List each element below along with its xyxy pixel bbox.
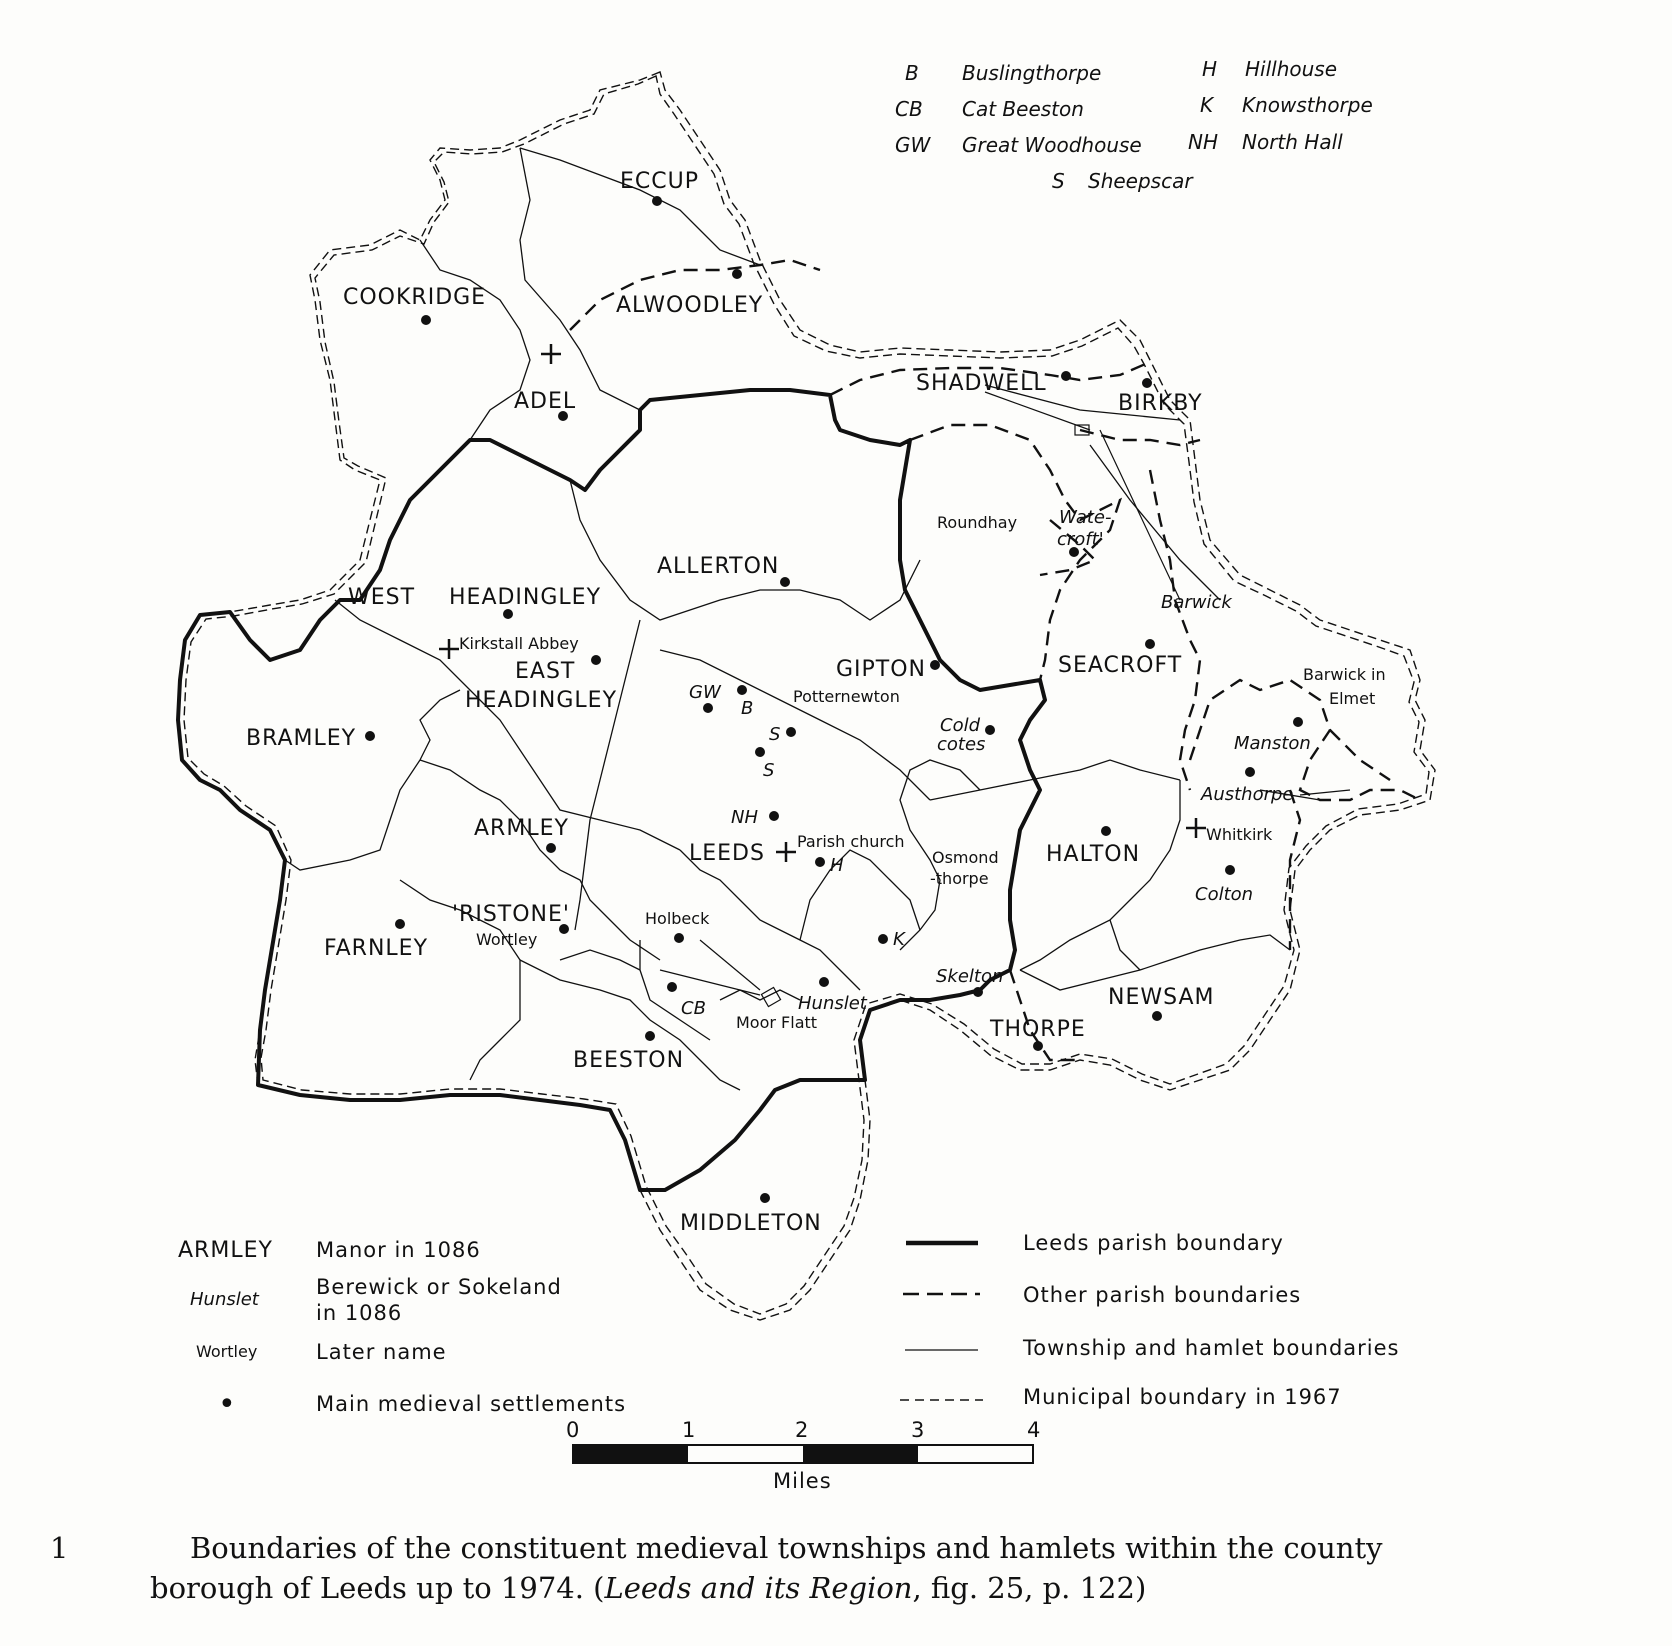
leader-lines [660, 392, 1350, 1007]
place-label-roundhay: Roundhay [937, 513, 1018, 532]
legend-sample-hunslet: Hunslet [190, 1289, 259, 1310]
key-name: Cat Beeston [962, 97, 1084, 121]
abbr-mark-s1: S [769, 724, 781, 745]
place-label-potternewton: Potternewton [793, 687, 900, 706]
church-cross-icon [439, 639, 459, 659]
place-label-thorpe: THORPE [990, 1017, 1086, 1042]
place-label-seacroft: SEACROFT [1058, 653, 1183, 678]
church-cross-icon [541, 344, 561, 364]
place-label-coldcotes-1: Cold [940, 715, 981, 736]
church-cross-icon [1186, 818, 1206, 838]
key-abbr: K [1200, 93, 1214, 117]
place-label-west: WEST [348, 585, 416, 610]
legend-sample-dot: • [218, 1387, 236, 1422]
place-label-manston: Manston [1234, 733, 1311, 754]
legend-text-berewick-2: in 1086 [316, 1301, 403, 1325]
key-abbr: H [1202, 57, 1218, 81]
key-name: Sheepscar [1088, 169, 1193, 193]
key-name: Knowsthorpe [1242, 93, 1373, 117]
place-label-kirkstall-abbey: Kirkstall Abbey [459, 634, 579, 653]
abbr-mark-gw: GW [689, 682, 721, 703]
place-label-headingley-west: HEADINGLEY [449, 585, 602, 610]
place-label-colton: Colton [1195, 884, 1254, 905]
place-label-beeston: BEESTON [573, 1048, 685, 1073]
legend-left [178, 1238, 626, 1422]
place-label-eccup: ECCUP [620, 169, 699, 194]
legend-text-berewick-1: Berewick or Sokeland [316, 1275, 562, 1299]
abbr-mark-k: K [893, 929, 905, 950]
place-label-skelton: Skelton [936, 966, 1004, 987]
caption-source-title: Leeds and its Region [604, 1571, 913, 1605]
place-label-ristone: 'RISTONE' [452, 902, 570, 927]
legend-text-township: Township and hamlet boundaries [1023, 1336, 1400, 1360]
caption-line-1: Boundaries of the constituent medieval townships and hamlets within the county [190, 1531, 1383, 1565]
place-label-wortley: Wortley [476, 930, 538, 949]
key-name: Buslingthorpe [962, 61, 1102, 85]
caption-line-2-end: , fig. 25, p. 122) [912, 1571, 1147, 1605]
place-label-holbeck: Holbeck [645, 909, 710, 928]
scale-tick-0: 0 [566, 1418, 581, 1442]
abbr-mark-cb: CB [681, 998, 706, 1019]
key-abbr: S [1052, 169, 1065, 193]
scale-tick-2: 2 [795, 1418, 810, 1442]
place-label-halton: HALTON [1046, 842, 1141, 867]
place-label-parish-church: Parish church [797, 832, 905, 851]
key-name: Hillhouse [1245, 57, 1338, 81]
place-label-leeds: LEEDS [689, 841, 765, 866]
key-abbr: GW [895, 133, 931, 157]
place-label-shadwell: SHADWELL [916, 371, 1047, 396]
abbr-mark-s2: S [763, 760, 775, 781]
place-label-middleton: MIDDLETON [680, 1211, 822, 1236]
key-abbr: CB [895, 97, 923, 121]
place-label-cookridge: COOKRIDGE [343, 285, 487, 310]
place-label-newsam: NEWSAM [1108, 985, 1215, 1010]
legend-text-leeds-parish: Leeds parish boundary [1023, 1231, 1284, 1255]
place-label-barwick-in-elmet-2: Elmet [1329, 689, 1376, 708]
legend-text-later: Later name [316, 1340, 447, 1364]
church-cross-icon [776, 842, 796, 862]
place-label-adel: ADEL [514, 389, 577, 414]
legend-text-manor: Manor in 1086 [316, 1238, 481, 1262]
place-label-coldcotes-2: cotes [937, 734, 986, 755]
place-label-gipton: GIPTON [836, 657, 927, 682]
scale-bar [566, 1418, 1041, 1493]
caption-line-2-start: borough of Leeds up to 1974. ( [150, 1571, 605, 1605]
place-label-osmondthorpe-1: Osmond [932, 848, 999, 867]
key-name: Great Woodhouse [962, 133, 1142, 157]
legend-text-other-parish: Other parish boundaries [1023, 1283, 1302, 1307]
place-label-allerton: ALLERTON [657, 554, 780, 579]
place-label-armley: ARMLEY [474, 816, 569, 841]
place-label-watecroft-2: croft' [1057, 529, 1104, 550]
scale-tick-1: 1 [682, 1418, 697, 1442]
place-label-farnley: FARNLEY [324, 936, 429, 961]
caption-line-2 [150, 1568, 1146, 1608]
place-label-headingley-east: HEADINGLEY [465, 688, 618, 713]
scale-tick-3: 3 [911, 1418, 926, 1442]
manor-labels [246, 169, 1215, 1236]
place-label-barwick: Barwick [1161, 592, 1232, 613]
place-label-osmondthorpe-2: -thorpe [930, 869, 989, 888]
place-label-hunslet: Hunslet [798, 993, 867, 1014]
legend-right [900, 1231, 1400, 1409]
legend-sample-wortley: Wortley [196, 1342, 258, 1361]
place-label-birkby: BIRKBY [1118, 391, 1203, 416]
legend-text-municipal: Municipal boundary in 1967 [1023, 1385, 1342, 1409]
key-name: North Hall [1242, 130, 1343, 154]
place-label-austhorpe: Austhorpe [1201, 784, 1294, 805]
scale-tick-4: 4 [1027, 1418, 1042, 1442]
place-label-barwick-in-elmet-1: Barwick in [1303, 665, 1386, 684]
place-label-bramley: BRAMLEY [246, 726, 357, 751]
scale-unit: Miles [773, 1469, 832, 1493]
abbr-mark-b: B [741, 698, 754, 719]
place-label-whitkirk: Whitkirk [1206, 825, 1273, 844]
place-label-east: EAST [515, 659, 576, 684]
place-label-moor-flatt: Moor Flatt [736, 1013, 818, 1032]
place-label-alwoodley: ALWOODLEY [616, 293, 764, 318]
key-abbr: NH [1188, 130, 1218, 154]
abbr-mark-nh: NH [731, 807, 758, 828]
place-label-watecroft-1: Wate- [1059, 507, 1112, 528]
legend-sample-armley: ARMLEY [178, 1238, 273, 1263]
key-abbr: B [905, 61, 919, 85]
figure-number: 1 [50, 1531, 69, 1565]
abbreviation-key [895, 57, 1373, 193]
abbr-mark-h: H [830, 855, 844, 876]
legend-text-settlements: Main medieval settlements [316, 1392, 627, 1416]
